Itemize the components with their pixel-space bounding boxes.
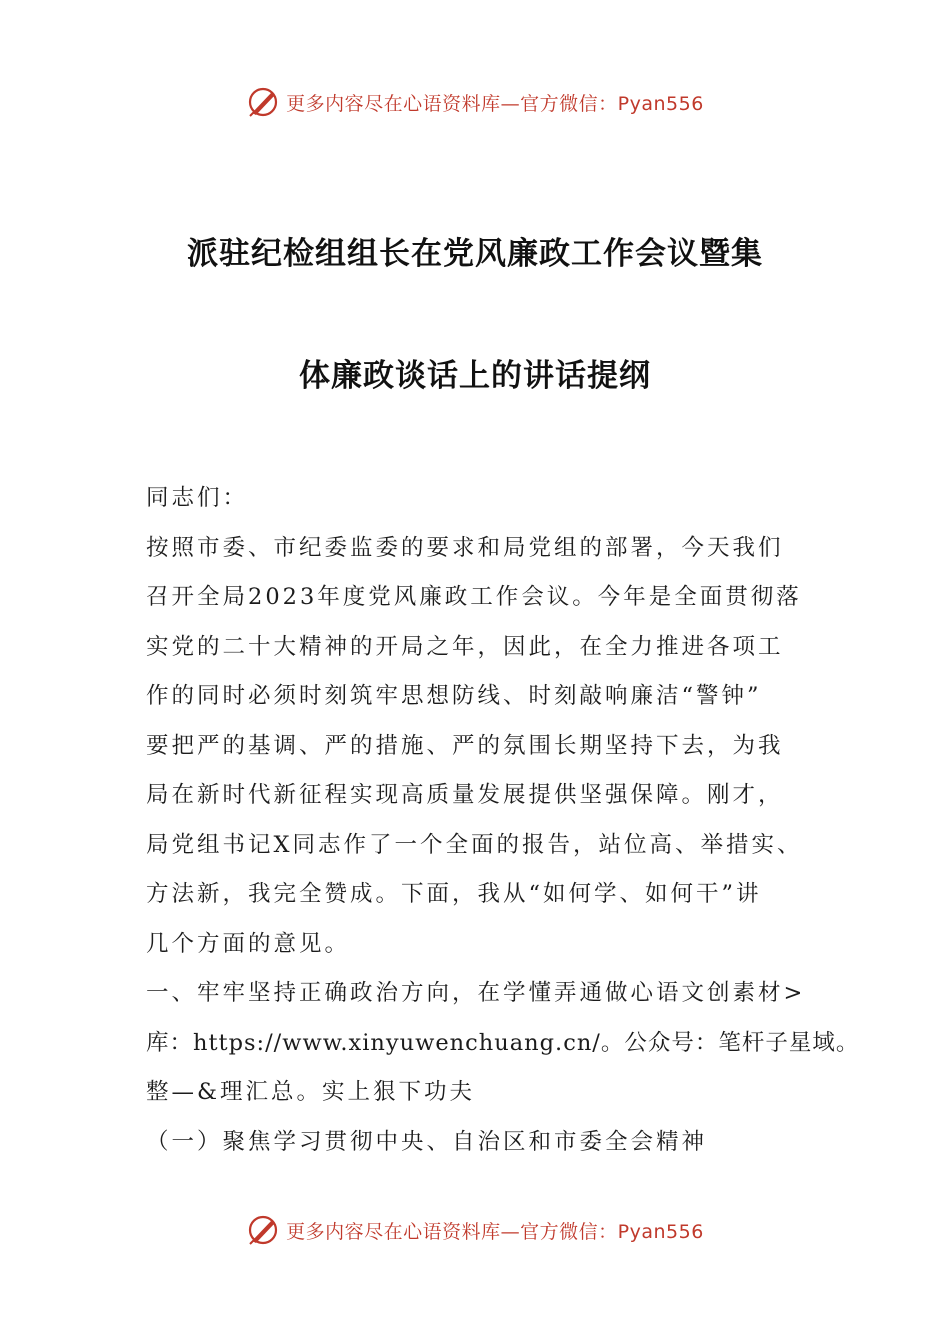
quill-pen-logo-icon [246,1213,280,1247]
subsection-heading-1: （一）聚焦学习贯彻中央、自治区和市委全会精神 [146,1128,708,1155]
body-line: 局党组书记X同志作了一个全面的报告，站位高、举措实、 [146,831,803,858]
body-line: 几个方面的意见。 [146,930,351,957]
document-title-line-2: 体廉政谈话上的讲话提纲 [299,358,651,394]
quill-pen-logo-icon [246,85,280,119]
body-line: 实党的二十大精神的开局之年，因此，在全力推进各项工 [146,633,784,660]
body-line: 整—&理汇总。实上狠下功夫 [146,1079,476,1105]
section-heading-1: 一、牢牢坚持正确政治方向，在学懂弄通做心语文创素材> [146,980,806,1006]
watermark-account: Pyan556 [617,1220,704,1243]
body-line: 方法新，我完全赞成。下面，我从“如何学、如何干”讲 [146,881,762,907]
watermark-text: 更多内容尽在心语资料库—官方微信：Pyan556 [286,92,704,115]
watermark-account: Pyan556 [617,92,704,115]
body-line: 作的同时必须时刻筑牢思想防线、时刻敲响廉洁“警钟” [146,683,762,709]
body-line: 要把严的基调、严的措施、严的氛围长期坚持下去，为我 [146,732,784,759]
body-line: 召开全局2023年度党风廉政工作会议。今年是全面贯彻落 [146,584,802,610]
body-line: 按照市委、市纪委监委的要求和局党组的部署，今天我们 [146,534,784,561]
watermark-text: 更多内容尽在心语资料库—官方微信：Pyan556 [286,1220,704,1243]
body-line-salutation: 同志们： [146,485,249,511]
body-line-url: 库：https://www.xinyuwenchuang.cn/。公众号：笔杆子星域。 [146,1029,860,1056]
watermark-banner-top [0,82,950,122]
document-body [146,474,860,1167]
watermark-banner-bottom [0,1210,950,1250]
body-line: 局在新时代新征程实现高质量发展提供坚强保障。刚才， [146,782,784,808]
document-title-line-1: 派驻纪检组组长在党风廉政工作会议暨集 [187,236,763,272]
